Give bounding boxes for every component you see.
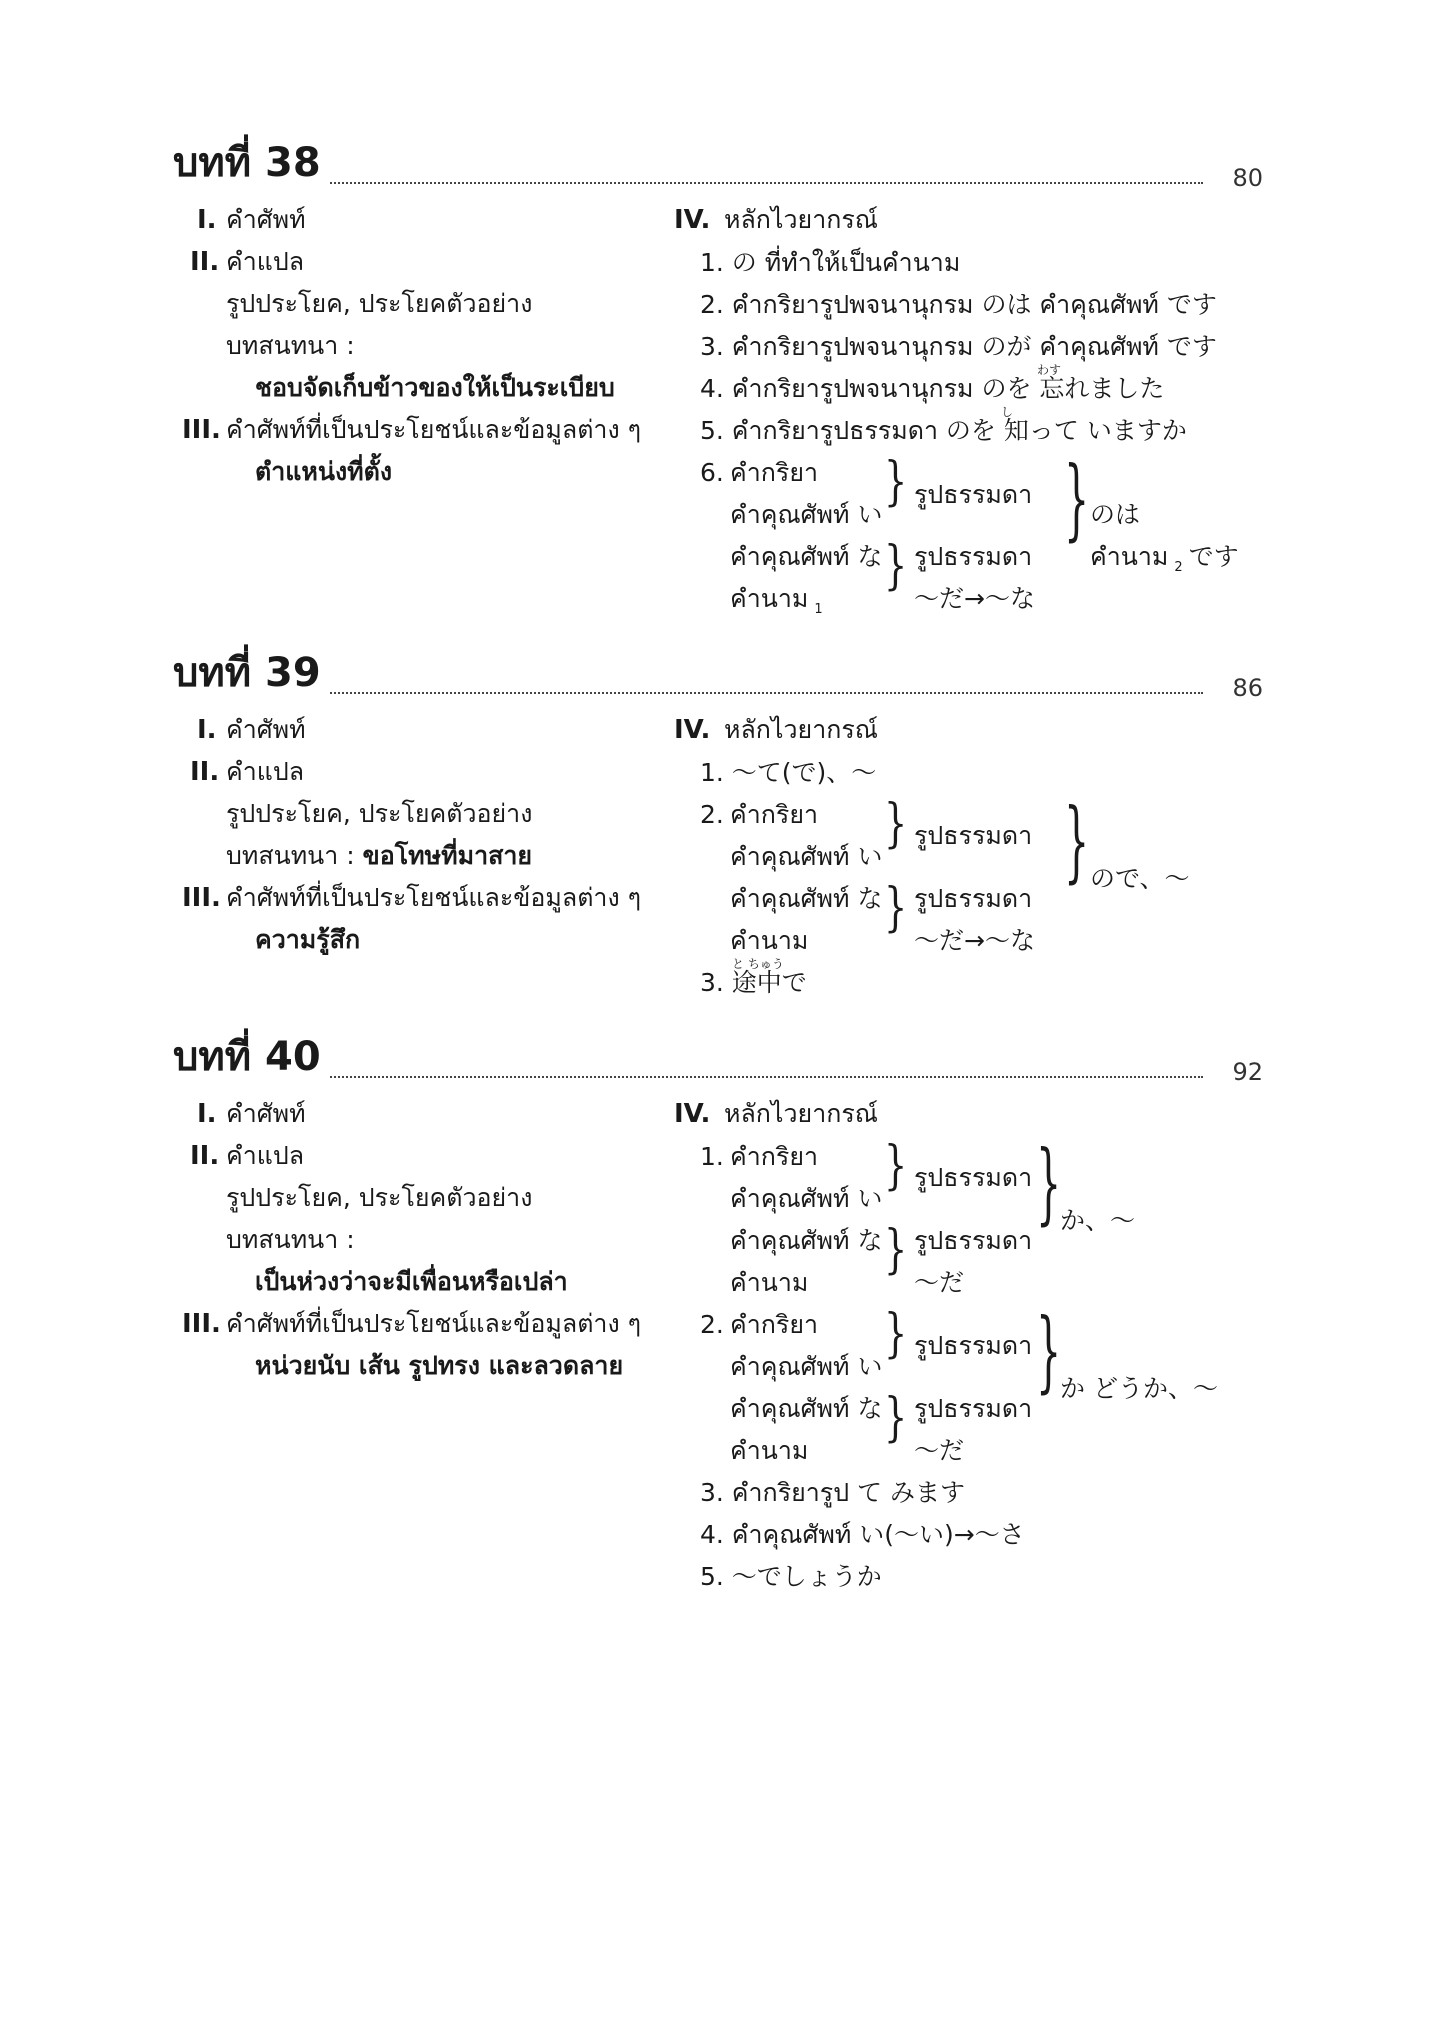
conversation-title: ชอบจัดเก็บข้าวของให้เป็นระเบียบ: [255, 373, 615, 402]
roman-iii: III.: [182, 883, 221, 913]
result-node: ので、〜: [1090, 864, 1190, 893]
brace: }: [1036, 1299, 1062, 1402]
da-to-na: 〜だ→〜な: [914, 926, 1035, 955]
brace: }: [884, 1136, 908, 1196]
vocab-label: คำศัพท์: [226, 715, 306, 744]
lesson-title: บทที่ 40: [173, 1024, 329, 1088]
plain-form: รูปธรรมดา: [914, 1163, 1033, 1192]
brace: }: [884, 1304, 908, 1364]
form-adj-na: คำคุณศัพท์ な: [730, 1226, 883, 1255]
da-form: 〜だ: [914, 1268, 965, 1297]
useful-title: หน่วยนับ เส้น รูปทรง และลวดลาย: [255, 1351, 624, 1380]
roman-ii: II.: [190, 247, 220, 277]
grammar-item: 3. 途中で: [700, 968, 807, 997]
grammar-item: 2. คำกริยารูปพจนานุกรม のは คำคุณศัพท์ です: [700, 290, 1217, 319]
form-noun: คำนาม: [730, 926, 809, 955]
translation-label: คำแปล: [226, 1141, 305, 1170]
form-adj-na: คำคุณศัพท์ な: [730, 884, 883, 913]
form-verb: คำกริยา: [730, 1310, 819, 1339]
roman-iv: IV.: [674, 205, 711, 235]
form-adj-i: คำคุณศัพท์ い: [730, 500, 883, 529]
form-noun: คำนาม: [730, 1268, 809, 1297]
form-noun: คำนาม: [730, 1436, 809, 1465]
grammar-item: 1. の ที่ทำให้เป็นคำนาม: [700, 248, 961, 277]
da-to-na: 〜だ→〜な: [914, 584, 1035, 613]
vocab-label: คำศัพท์: [226, 205, 306, 234]
conversation-title: ขอโทษที่มาสาย: [362, 841, 533, 870]
result-noun2: คำนาม $_2$ です: [1090, 542, 1239, 575]
item-number: 2.: [700, 1310, 724, 1339]
plain-form: รูปธรรมดา: [914, 480, 1033, 509]
grammar-label: หลักไวยากรณ์: [724, 205, 878, 234]
form-adj-na: คำคุณศัพท์ な: [730, 542, 883, 571]
brace: }: [884, 1220, 908, 1280]
furigana: し: [1001, 405, 1014, 419]
grammar-item: 5. คำกริยารูปธรรมดา のを 知って いますか: [700, 416, 1187, 445]
translation-label: คำแปล: [226, 247, 305, 276]
form-adj-i: คำคุณศัพท์ い: [730, 842, 883, 871]
roman-iii: III.: [182, 415, 221, 445]
form-adj-na: คำคุณศัพท์ な: [730, 1394, 883, 1423]
lesson-38-header: [173, 140, 1263, 200]
roman-iv: IV.: [674, 715, 711, 745]
lesson-title: บทที่ 39: [173, 640, 329, 704]
item-number: 1.: [700, 1142, 724, 1171]
brace: }: [884, 1388, 908, 1448]
brace: }: [884, 452, 908, 512]
lesson-title: บทที่ 38: [173, 130, 329, 194]
result-kadouka: か どうか、〜: [1060, 1374, 1218, 1403]
page-number: 92: [1232, 1058, 1263, 1086]
conversation-label: บทสนทนา :: [226, 331, 355, 360]
roman-i: I.: [197, 715, 217, 745]
plain-form: รูปธรรมดา: [914, 1331, 1033, 1360]
translation-label: คำแปล: [226, 757, 305, 786]
form-verb: คำกริยา: [730, 458, 819, 487]
grammar-item: 4. คำคุณศัพท์ い(〜い)→〜さ: [700, 1520, 1025, 1549]
brace: }: [1064, 789, 1090, 892]
result-noha: のは: [1090, 500, 1141, 529]
brace: }: [1064, 447, 1090, 550]
lesson-40-header: [173, 1034, 1263, 1094]
patterns-label: รูปประโยค, ประโยคตัวอย่าง: [226, 289, 533, 318]
da-form: 〜だ: [914, 1436, 965, 1465]
plain-form: รูปธรรมดา: [914, 821, 1033, 850]
useful-title: ความรู้สึก: [255, 925, 361, 954]
patterns-label: รูปประโยค, ประโยคตัวอย่าง: [226, 799, 533, 828]
vocab-label: คำศัพท์: [226, 1099, 306, 1128]
conversation-line: บทสนทนา : ขอโทษที่มาสาย: [226, 841, 533, 870]
item-number: 6.: [700, 458, 724, 487]
roman-ii: II.: [190, 1141, 220, 1171]
roman-i: I.: [197, 1099, 217, 1129]
roman-iii: III.: [182, 1309, 221, 1339]
leader-dots: [323, 182, 1203, 184]
result-ka: か、〜: [1060, 1206, 1136, 1235]
conversation-title: เป็นห่วงว่าจะมีเพื่อนหรือเปล่า: [255, 1267, 568, 1296]
useful-label: คำศัพท์ที่เป็นประโยชน์และข้อมูลต่าง ๆ: [226, 1309, 642, 1338]
roman-ii: II.: [190, 757, 220, 787]
roman-iv: IV.: [674, 1099, 711, 1129]
page-number: 80: [1232, 164, 1263, 192]
grammar-item: 3. คำกริยารูป て みます: [700, 1478, 966, 1507]
plain-form: รูปธรรมดา: [914, 884, 1033, 913]
grammar-label: หลักไวยากรณ์: [724, 1099, 878, 1128]
useful-label: คำศัพท์ที่เป็นประโยชน์และข้อมูลต่าง ๆ: [226, 883, 642, 912]
roman-i: I.: [197, 205, 217, 235]
form-verb: คำกริยา: [730, 800, 819, 829]
grammar-label: หลักไวยากรณ์: [724, 715, 878, 744]
brace: }: [1036, 1131, 1062, 1234]
furigana: と ちゅう: [732, 957, 784, 971]
useful-label: คำศัพท์ที่เป็นประโยชน์และข้อมูลต่าง ๆ: [226, 415, 642, 444]
conversation-label: บทสนทนา :: [226, 1225, 355, 1254]
plain-form: รูปธรรมดา: [914, 1394, 1033, 1423]
grammar-item: 5. 〜でしょうか: [700, 1562, 882, 1591]
grammar-item: 1. 〜て(で)、〜: [700, 758, 877, 787]
form-verb: คำกริยา: [730, 1142, 819, 1171]
brace: }: [884, 536, 908, 596]
leader-dots: [323, 1076, 1203, 1078]
leader-dots: [323, 692, 1203, 694]
plain-form: รูปธรรมดา: [914, 542, 1033, 571]
page-number: 86: [1232, 674, 1263, 702]
furigana: わす: [1037, 363, 1062, 377]
plain-form: รูปธรรมดา: [914, 1226, 1033, 1255]
form-adj-i: คำคุณศัพท์ い: [730, 1352, 883, 1381]
brace: }: [884, 878, 908, 938]
patterns-label: รูปประโยค, ประโยคตัวอย่าง: [226, 1183, 533, 1212]
form-adj-i: คำคุณศัพท์ い: [730, 1184, 883, 1213]
brace: }: [884, 794, 908, 854]
grammar-item: 3. คำกริยารูปพจนานุกรม のが คำคุณศัพท์ です: [700, 332, 1217, 361]
useful-title: ตำแหน่งที่ตั้ง: [255, 457, 393, 486]
lesson-39-header: [173, 650, 1263, 710]
item-number: 2.: [700, 800, 724, 829]
form-noun: คำนาม $_1$: [730, 584, 823, 617]
grammar-item: 4. คำกริยารูปพจนานุกรม のを 忘れました: [700, 374, 1165, 403]
